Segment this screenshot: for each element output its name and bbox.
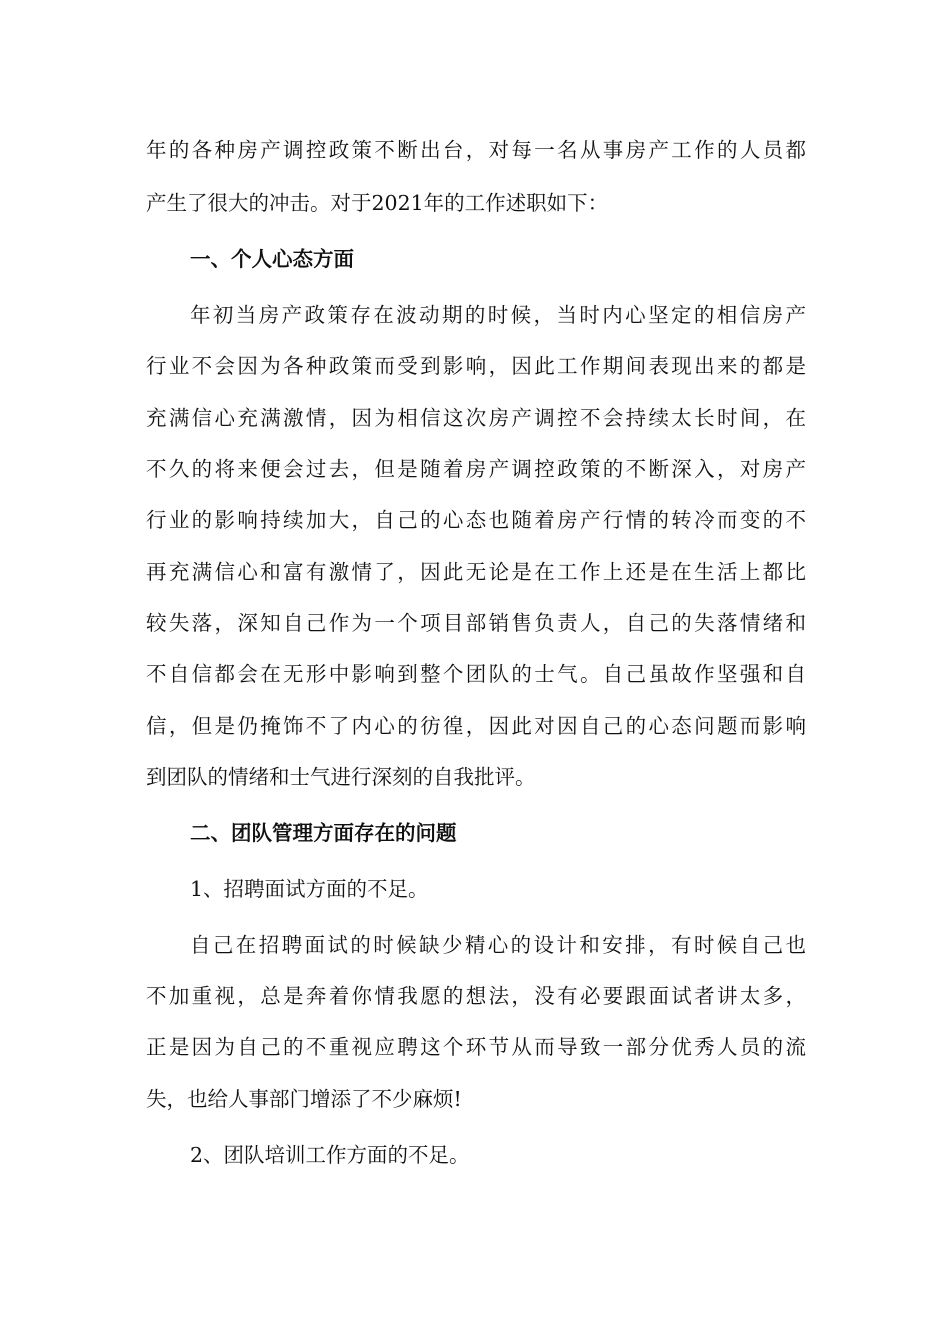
- section1-line-7: 较失落，深知自己作为一个项目部销售负责人，自己的失落情绪和: [146, 611, 806, 635]
- section1-line-4: 不久的将来便会过去，但是随着房产调控政策的不断深入，对房产: [146, 457, 806, 481]
- section-heading-1: 一、个人心态方面: [190, 247, 354, 271]
- section1-line-6: 再充满信心和富有激情了，因此无论是在工作上还是在生活上都比: [146, 560, 806, 584]
- item1-line-1: 自己在招聘面试的时候缺少精心的设计和安排，有时候自己也: [190, 933, 806, 957]
- section1-line-2: 行业不会因为各种政策而受到影响，因此工作期间表现出来的都是: [146, 354, 806, 378]
- section1-line-10: 到团队的情绪和士气进行深刻的自我批评。: [146, 765, 536, 789]
- intro-line-1: 年的各种房产调控政策不断出台，对每一名从事房产工作的人员都: [146, 138, 806, 162]
- item1-title: 1、招聘面试方面的不足。: [190, 877, 429, 901]
- item1-line-3: 正是因为自己的不重视应聘这个环节从而导致一部分优秀人员的流: [146, 1035, 806, 1059]
- item1-line-4: 失，也给人事部门增添了不少麻烦!: [146, 1087, 462, 1111]
- section-heading-2: 二、团队管理方面存在的问题: [190, 821, 457, 845]
- section1-line-9: 信，但是仍掩饰不了内心的彷徨，因此对因自己的心态问题而影响: [146, 714, 806, 738]
- section1-line-5: 行业的影响持续加大，自己的心态也随着房产行情的转冷而变的不: [146, 508, 806, 532]
- intro-line-2: 产生了很大的冲击。对于2021年的工作述职如下：: [146, 191, 609, 215]
- section1-line-8: 不自信都会在无形中影响到整个团队的士气。自己虽故作坚强和自: [146, 662, 806, 686]
- item2-title: 2、团队培训工作方面的不足。: [190, 1143, 470, 1167]
- section1-line-3: 充满信心充满激情，因为相信这次房产调控不会持续太长时间，在: [146, 406, 806, 430]
- section1-line-1: 年初当房产政策存在波动期的时候，当时内心坚定的相信房产: [190, 303, 806, 327]
- item1-line-2: 不加重视，总是奔着你情我愿的想法，没有必要跟面试者讲太多，: [146, 984, 806, 1008]
